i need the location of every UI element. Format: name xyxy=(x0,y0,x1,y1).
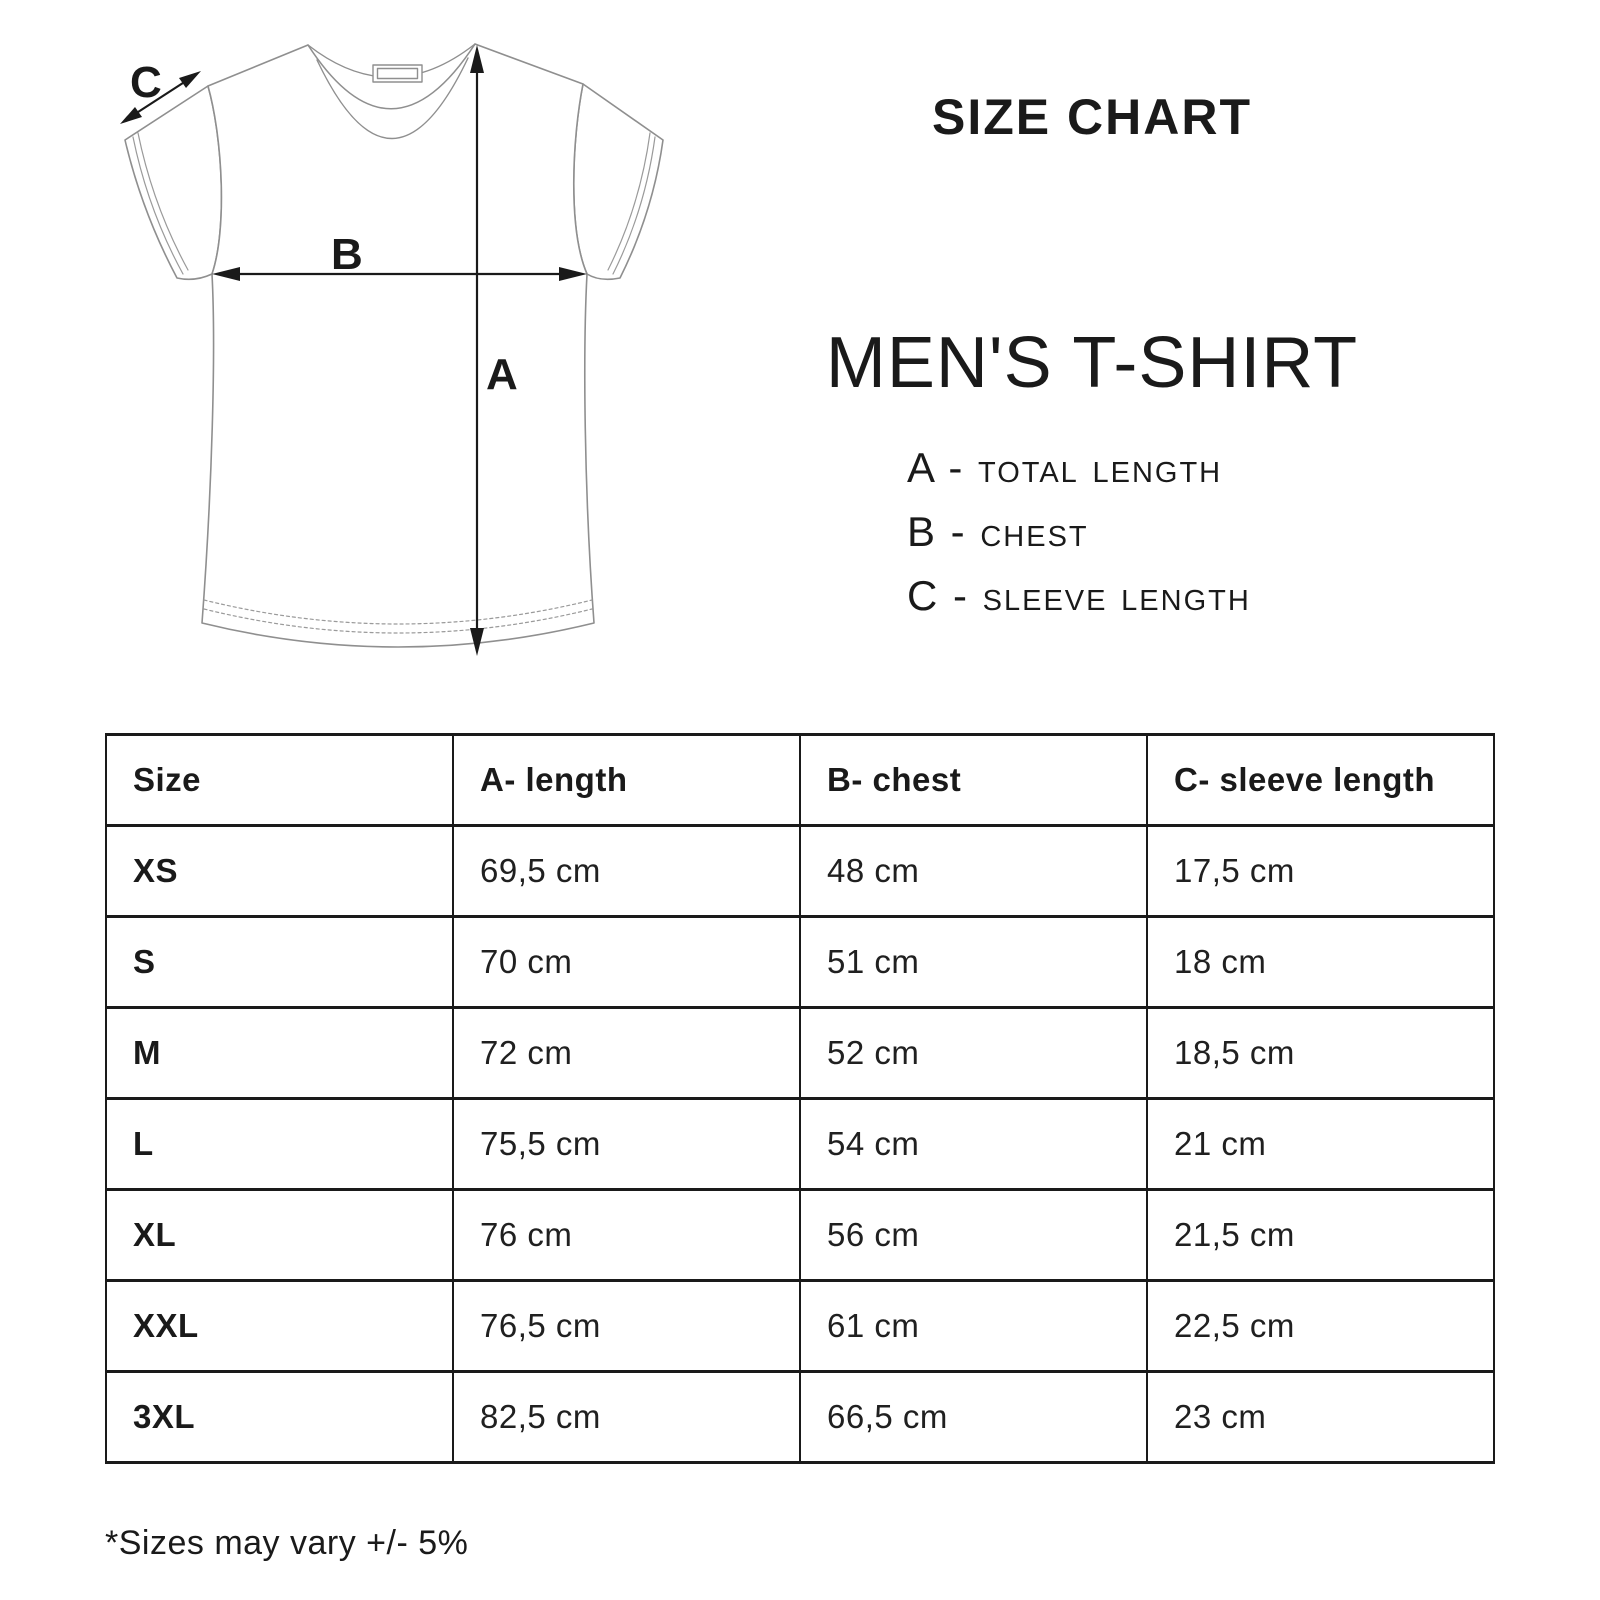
a-length-value: 70 cm xyxy=(453,917,800,1008)
table-row-xs xyxy=(106,826,1494,917)
measurement-legend xyxy=(907,436,1251,628)
header-c-sleeve: C- sleeve length xyxy=(1147,735,1494,826)
c-sleeve-value: 18,5 cm xyxy=(1147,1008,1494,1099)
diagram-label-b: B xyxy=(331,230,363,279)
table-row-xl xyxy=(106,1190,1494,1281)
a-length-value: 76,5 cm xyxy=(453,1281,800,1372)
c-sleeve-value: 22,5 cm xyxy=(1147,1281,1494,1372)
tshirt-diagram xyxy=(80,20,720,720)
size-label: S xyxy=(106,917,453,1008)
a-length-value: 72 cm xyxy=(453,1008,800,1099)
legend-item-b: B - chest xyxy=(907,508,1089,555)
b-chest-value: 52 cm xyxy=(800,1008,1147,1099)
legend-item-c: C - sleeve length xyxy=(907,572,1251,619)
size-label: XS xyxy=(106,826,453,917)
size-label: L xyxy=(106,1099,453,1190)
header-a-length: A- length xyxy=(453,735,800,826)
table-row-m xyxy=(106,1008,1494,1099)
a-length-value: 76 cm xyxy=(453,1190,800,1281)
size-disclaimer: *Sizes may vary +/- 5% xyxy=(105,1524,469,1562)
c-sleeve-value: 23 cm xyxy=(1147,1372,1494,1463)
table-row-3xl xyxy=(106,1372,1494,1463)
product-title: MEN'S T-SHIRT xyxy=(825,323,1359,403)
tshirt-body-outline xyxy=(202,44,594,647)
b-chest-value: 54 cm xyxy=(800,1099,1147,1190)
table-row-s xyxy=(106,917,1494,1008)
b-chest-value: 48 cm xyxy=(800,826,1147,917)
b-chest-value: 66,5 cm xyxy=(800,1372,1147,1463)
tshirt-right-sleeve xyxy=(574,84,663,279)
b-chest-value: 61 cm xyxy=(800,1281,1147,1372)
a-length-value: 82,5 cm xyxy=(453,1372,800,1463)
diagram-label-c: C xyxy=(130,58,162,107)
header-size: Size xyxy=(106,735,453,826)
size-label: XL xyxy=(106,1190,453,1281)
size-label: XXL xyxy=(106,1281,453,1372)
size-table xyxy=(105,733,1495,1464)
b-chest-value: 56 cm xyxy=(800,1190,1147,1281)
table-row-xxl xyxy=(106,1281,1494,1372)
a-length-value: 75,5 cm xyxy=(453,1099,800,1190)
c-sleeve-value: 21 cm xyxy=(1147,1099,1494,1190)
table-row-l xyxy=(106,1099,1494,1190)
a-length-value: 69,5 cm xyxy=(453,826,800,917)
c-sleeve-value: 21,5 cm xyxy=(1147,1190,1494,1281)
legend-item-a: A - total length xyxy=(907,444,1223,491)
collar-label-tag-inner xyxy=(378,69,418,79)
header-b-chest: B- chest xyxy=(800,735,1147,826)
c-sleeve-value: 18 cm xyxy=(1147,917,1494,1008)
page-title: SIZE CHART xyxy=(932,89,1252,145)
size-table-header-row xyxy=(106,735,1494,826)
b-chest-value: 51 cm xyxy=(800,917,1147,1008)
size-label: 3XL xyxy=(106,1372,453,1463)
diagram-label-a: A xyxy=(486,350,518,399)
size-label: M xyxy=(106,1008,453,1099)
c-sleeve-value: 17,5 cm xyxy=(1147,826,1494,917)
